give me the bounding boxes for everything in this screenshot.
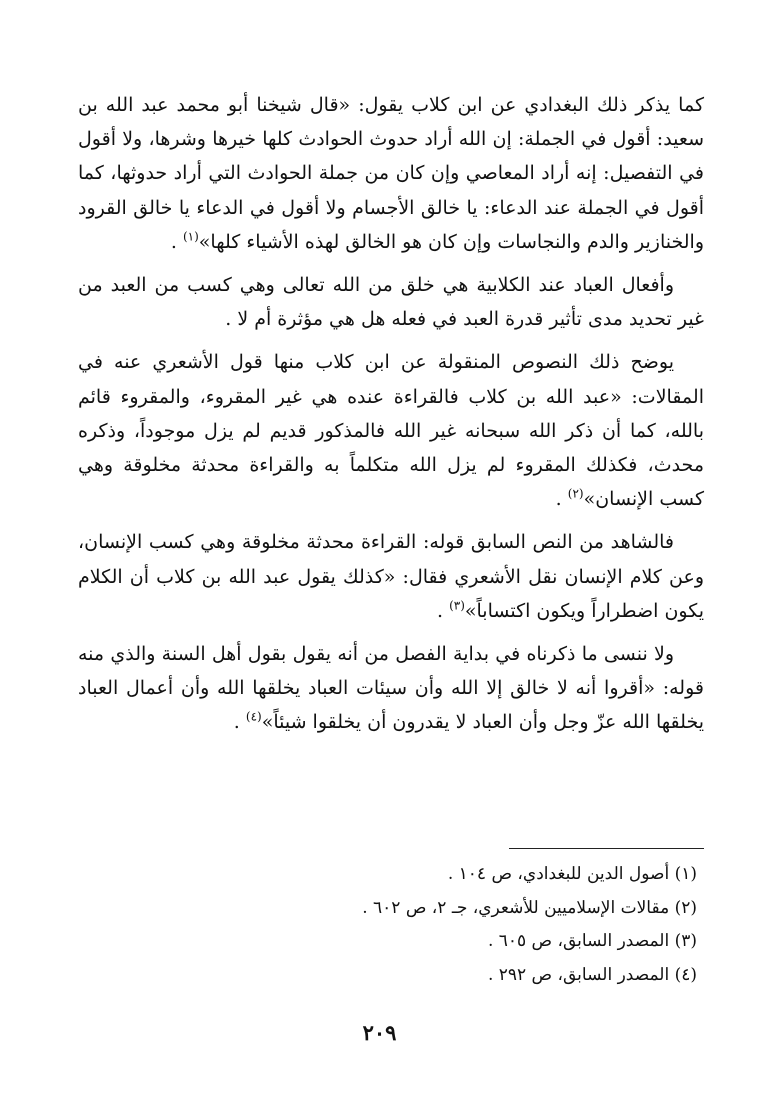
footnote-reference: (٤) — [245, 710, 262, 725]
page-number: ٢٠٩ — [362, 1020, 397, 1045]
paragraph-end: . — [233, 711, 246, 734]
footnote-reference: (٣) — [449, 598, 465, 613]
paragraph-text: فالشاهد من النص السابق قوله: القراءة محدثة مخلوقة وهي كسب الإنسان، وعن كلام الإنسان نقل الأشعري فقال: «كذلك يقول عبد الله بن كلاب أن الكلام يكون اضطراراً ويكون اكتساباً» — [78, 531, 704, 622]
paragraph-5 — [78, 637, 704, 740]
paragraph-3 — [78, 345, 704, 516]
paragraph-4 — [78, 525, 704, 628]
paragraph-text: وأفعال العباد عند الكلابية هي خلق من الله تعالى وهي كسب من العبد من غير تحديد مدى تأثير قدرة العبد في فعله هل هي مؤثرة أم لا . — [78, 274, 704, 331]
paragraph-text: يوضح ذلك النصوص المنقولة عن ابن كلاب منها قول الأشعري عنه في المقالات: «عبد الله بن كلاب فالقراءة عنده هي غير المقروء، والمقروء قائم بالله، كما أن ذكر الله سبحانه غير الله فالمذكور قديم لم يزل موجوداً، وذكره محدث، فكذلك المقروء لم يزل الله متكلماً به والقراءة محدثة مخلوقة وهي كسب الإنسان» — [78, 351, 704, 511]
footnote-reference: (٢) — [567, 486, 584, 501]
footnote-3: (٣) المصدر السابق، ص ٦٠٥ . — [487, 931, 697, 951]
paragraph-text: كما يذكر ذلك البغدادي عن ابن كلاب يقول: «قال شيخنا أبو محمد عبد الله بن سعيد: أقول في الجملة: إن الله أراد حدوث الحوادث كلها خيرها وشرها، ولا أقول في التفصيل: إنه أراد المعاصي وإن كان من جملة الحوادث التي أراد حدوثها، كما أقول في الجملة عند الدعاء: يا خالق الأجسام ولا أقول في الدعاء يا خالق القرود والخنازير والدم والنجاسات وإن كان هو الخالق لهذه الأشياء كلها» — [78, 94, 704, 253]
paragraph-text: ولا ننسى ما ذكرناه في بداية الفصل من أنه يقول بقول أهل السنة والذي منه قوله: «أقروا أنه لا خالق إلا الله وأن سيئات العباد يخلقها الله وأن أعمال العباد يخلقها الله عزّ وجل وأن العباد لا يقدرون أن يخلقوا شيئاً» — [78, 643, 704, 734]
paragraph-1 — [78, 88, 704, 259]
footnote-4: (٤) المصدر السابق، ص ٢٩٢ . — [487, 964, 697, 985]
footnote-reference: (١) — [182, 229, 199, 244]
paragraph-end: . — [436, 599, 450, 622]
paragraph-end: . — [555, 488, 568, 511]
paragraph-end: . — [170, 230, 183, 253]
footnotes — [78, 858, 697, 992]
paragraph-2 — [78, 268, 704, 336]
main-text — [78, 88, 704, 749]
footnote-1: (١) أصول الدين للبغدادي، ص ١٠٤ . — [447, 864, 697, 884]
footnote-divider — [509, 848, 704, 849]
footnote-2: (٢) مقالات الإسلاميين للأشعري، جـ ٢، ص ٦٠٢ . — [362, 897, 697, 918]
